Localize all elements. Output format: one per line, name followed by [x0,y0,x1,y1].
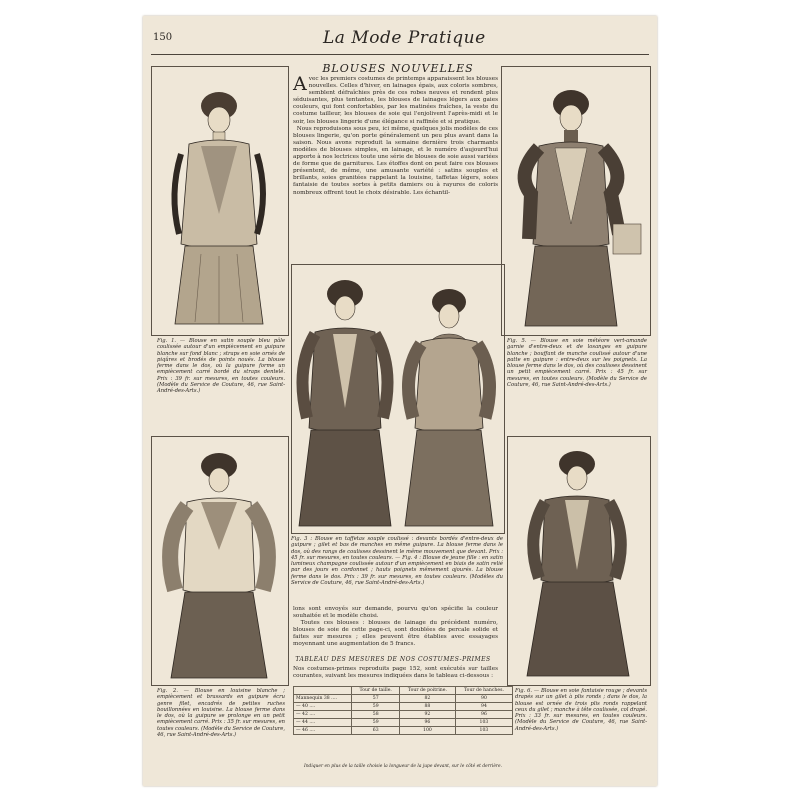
table-row [294,719,513,727]
table-row [294,703,513,711]
fig6-caption: Fig. 6. — Blouse en soie fantaisie rouge ; devants drapés sur un gilet à plis ronds ; dans le dos, la blouse est ornée de trois plis ronds rappelant ceux du gilet ; manche à tête coulissée, col drapé. Prix : 33 fr. sur mesures, en toutes couleurs. (Modèle du Service de Couture, 46, rue Saint-André-des-Arts.) [515,688,647,732]
table-cell: 82 [399,695,455,703]
table-row [294,727,513,735]
table-cell: 88 [399,703,455,711]
table-cell: 90 [455,695,512,703]
table-row [294,695,513,703]
measures-intro: Nos costumes-primes reproduits page 152, sont exécutés sur tailles courantes, suivant les mesures indiquées dans le tableau ci-dessous : [293,666,498,680]
table-cell: 103 [455,727,512,735]
fig4-illustration [399,278,499,530]
article-paragraph-4: Toutes ces blouses : blouses de lainage du précédent numéro, blouses de soie de cette page-ci, sont doublées de percale solide et faites sur mesures ; elles peuvent être établies avec essayages moyennant une augmentation de 5 francs. [293,620,498,648]
measures-heading: TABLEAU DES MESURES DE NOS COSTUMES-PRIMES [295,656,491,663]
table-cell: 92 [399,711,455,719]
article-paragraph-2: Nous reproduisons sous peu, ici même, quelques jolis modèles de ces blouses lingerie, qu'on porte généralement un peu plus avant dans la saison. Nous avons reproduit la semaine dernière trois charmants modèles de blouses simples, en lainage, et le numéro d'aujourd'hui apporte à nos lectrices toute une série de blouses de soie aussi variées de forme que de garnitures. Les étoffes dont on peut faire ces blouses présentent, de même, une amusante variété : satins souples et brillants, soies granitées rappelant la louisine, taffetas légers, soies fantaisie de toutes sortes à petits damiers ou à rayures de coloris nombreux offrent tout le choix désirable. Les échantil- [293,125,498,196]
table-cell: 57 [352,695,400,703]
fig5-illustration [509,74,643,329]
table-cell: 100 [399,727,455,735]
table-cell: — 44 .... [294,719,352,727]
table-cell: 59 [352,703,400,711]
article-paragraph-3: lons sont envoyés sur demande, pourvu qu'on spécifie la couleur souhaitée et le modèle choisi. [293,606,498,620]
header-rule [151,54,649,55]
table-cell: 58 [352,711,400,719]
table-cell: 96 [399,719,455,727]
article-paragraph-1: vec les premiers costumes de printemps apparaissent les blouses nouvelles. Celles d'hiver, en lainages épais, aux coloris sombres, semblent défraîchies près de ces robes neuves et rendent plus séduisantes, plus tentantes, les blouses de lainages légers aux gaies couleurs, qui font confortables, par les matinées fraîches, la veste du costume tailleur, les blouses de soie qui l'enjolivent l'après-midi et le soir, les blouses lingerie d'une élégance si raffinée et si pratique. [293,76,498,125]
article-title: BLOUSES NOUVELLES [322,62,474,75]
fig2-caption: Fig. 2. — Blouse en louisine blanche ; empiècement et brassards en guipure écru genre filet, encadrés de petites ruches bouillonnées en louisine. La blouse ferme dans le dos, où la guipure se prolonge en un petit empiècement carré. Prix : 35 fr. sur mesures, en toutes couleurs. (Modèle du Service de Couture, 46, rue Saint-André-des-Arts.) [157,688,285,739]
table-header-cell: Tour de taille. [352,687,400,695]
table-header-cell [294,687,352,695]
magazine-page [143,16,657,786]
measures-note: Indiquer en plus de la taille choisie la longueur de la jupe devant, sur le côté et derrière. [303,764,503,769]
fig3-illustration [295,268,395,530]
table-cell: 103 [455,719,512,727]
table-cell: 59 [352,719,400,727]
table-header-cell: Tour de poitrine. [399,687,455,695]
table-cell: 96 [455,711,512,719]
fig34-caption: Fig. 3 : Blouse en taffetas souple coulissé : devants bordés d'entre-deux de guipure ; gilet et bas de manches en même guipure. La blouse ferme dans le dos, où des rangs de coulisses dessinent le même mouvement que devant. Prix : 45 fr. sur mesures, en toutes couleurs. — Fig. 4 : Blouse de jeune fille : en satin lumineux champagne coulissée autour d'un empiècement en biais de satin relié par des jours en cordonnet ; hauts poignets mêmement ajourés. La blouse ferme dans le dos. Prix : 39 fr. sur mesures, en toutes couleurs. (Modèles du Service de Couture, 46, rue Saint-André-des-Arts.) [291,536,503,587]
table-cell: Mannequin 38 .... [294,695,352,703]
fig2-illustration [157,440,281,680]
table-header-row [294,687,513,695]
table-row [294,711,513,719]
article-column [293,73,498,197]
fig1-caption: Fig. 1. — Blouse en satin souple bleu pâle coulissée autour d'un empiècement en guipure blanche sur fond blanc ; straps en soie ornés de piqûres et brodés de points noués. La blouse ferme dans le dos, où la guipure forme un empiècement carré bordé du straps dentelé. Prix : 39 fr. sur mesures, en toutes couleurs. (Modèle du Service de Couture, 46, rue Saint-André-des-Arts.) [157,338,285,395]
table-cell: 94 [455,703,512,711]
page-number: 150 [153,32,173,43]
table-cell: — 40 .... [294,703,352,711]
measures-table [293,686,513,735]
article-continuation [293,606,498,649]
fig5-caption: Fig. 5. — Blouse en soie météore vert-amande garnie d'entre-deux et de losanges en guipure blanche ; bouffant de manche coulissé autour d'une patte en guipure : entre-deux sur les poignets. La blouse ferme dans le dos, où des coulisses dessinent un petit empiècement carré. Prix : 45 fr. sur mesures, en toutes couleurs. (Modèle du Service de Couture, 46, rue Saint-André-des-Arts.) [507,338,647,389]
table-cell: — 46 .... [294,727,352,735]
drop-cap: A [293,73,307,95]
fig6-illustration [513,440,643,680]
table-header-cell: Tour de hanches. [455,687,512,695]
fig1-illustration [161,74,277,329]
table-cell: 63 [352,727,400,735]
table-cell: — 42 .... [294,711,352,719]
running-title: La Mode Pratique [323,28,486,48]
